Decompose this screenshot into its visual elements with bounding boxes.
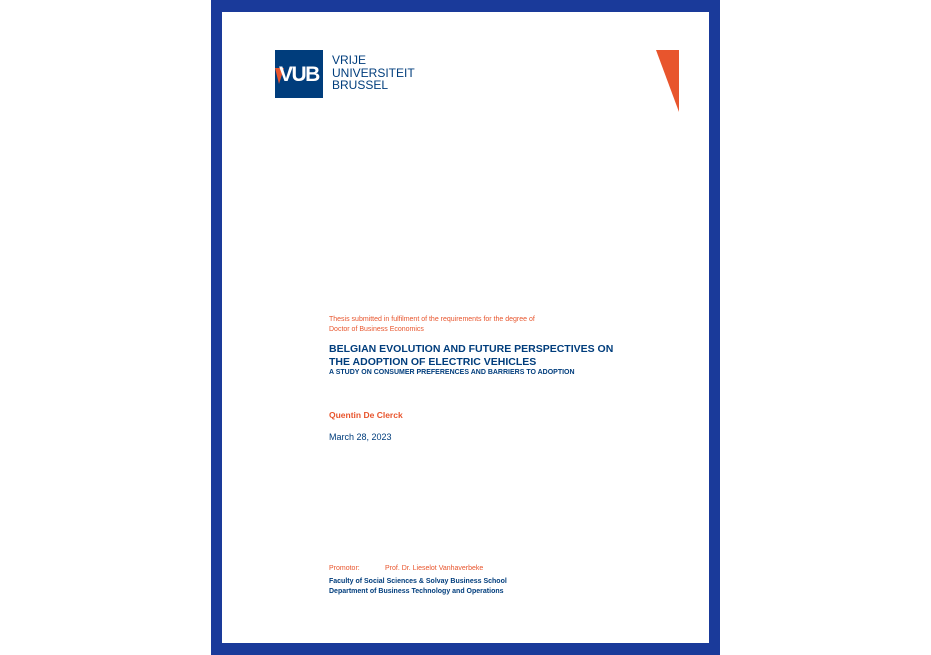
- promotor-name: Prof. Dr. Lieselot Vanhaverbeke: [385, 565, 484, 572]
- university-name-line: BRUSSEL: [332, 78, 389, 92]
- university-name: [332, 54, 452, 92]
- thesis-title-line: BELGIAN EVOLUTION AND FUTURE PERSPECTIVES ON: [329, 343, 614, 355]
- orange-triangle-decoration: [656, 50, 680, 114]
- submission-date: March 28, 2023: [329, 432, 392, 442]
- thesis-cover-page: [222, 12, 709, 643]
- faculty-info: [329, 577, 507, 596]
- vub-logo-mark: [275, 50, 323, 98]
- university-name-line: UNIVERSITEIT: [332, 65, 415, 80]
- thesis-title: [329, 343, 629, 369]
- faculty-line: Faculty of Social Sciences & Solvay Business School: [329, 578, 507, 585]
- promotor-line: [329, 565, 483, 572]
- degree-statement-line: Doctor of Business Economics: [329, 325, 424, 333]
- thesis-subtitle: A STUDY ON CONSUMER PREFERENCES AND BARRIERS TO ADOPTION: [329, 369, 575, 376]
- promotor-label: Promotor:: [329, 565, 360, 572]
- degree-statement: [329, 315, 589, 334]
- logo-mark-text: VUB: [279, 63, 319, 86]
- thesis-title-line: THE ADOPTION OF ELECTRIC VEHICLES: [329, 356, 537, 368]
- department-line: Department of Business Technology and Operations: [329, 587, 504, 595]
- degree-statement-line: Thesis submitted in fulfilment of the requirements for the degree of: [329, 316, 535, 323]
- author-name: Quentin De Clerck: [329, 410, 403, 420]
- university-name-line: VRIJE: [332, 53, 367, 67]
